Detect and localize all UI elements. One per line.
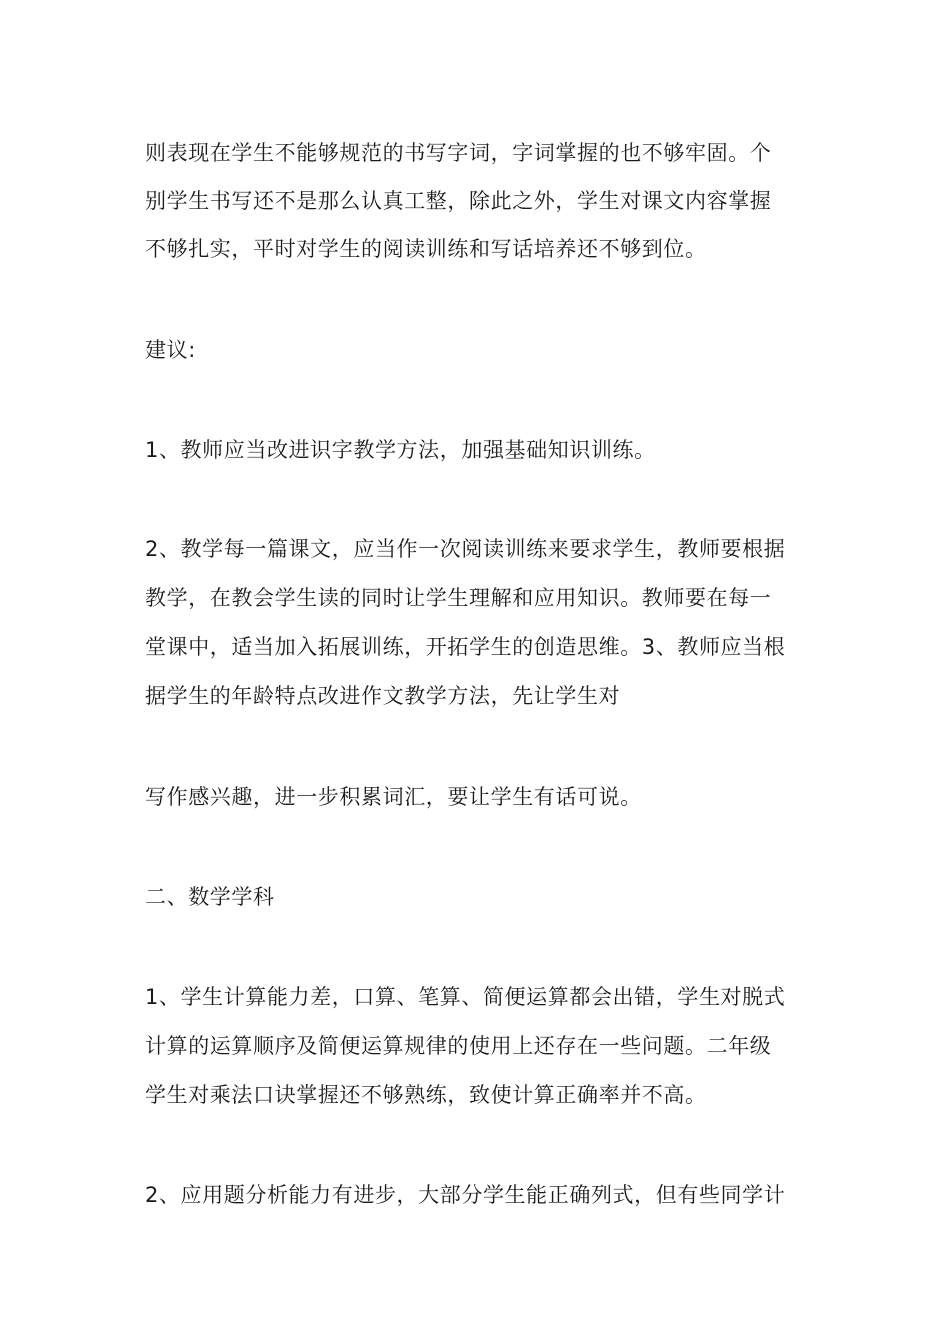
paragraph-line: 别学生书写还不是那么认真工整，除此之外，学生对课文内容掌握: [145, 189, 772, 213]
paragraph-line: 1、学生计算能力差，口算、笔算、简便运算都会出错，学生对脱式: [145, 985, 786, 1009]
paragraph-line: 写作感兴趣，进一步积累词汇，要让学生有话可说。: [145, 785, 642, 809]
paragraph-line: 1、教师应当改进识字教学方法，加强基础知识训练。: [145, 438, 656, 462]
paragraph-line: 不够扎实，平时对学生的阅读训练和写话培养还不够到位。: [145, 237, 707, 261]
paragraph-line: 则表现在学生不能够规范的书写字词，字词掌握的也不够牢固。个: [145, 141, 772, 165]
paragraph-line: 据学生的年龄特点改进作文教学方法，先让学生对: [145, 684, 621, 708]
paragraph-line: 2、应用题分析能力有进步，大部分学生能正确列式，但有些同学计: [145, 1183, 786, 1207]
paragraph-line: 计算的运算顺序及简便运算规律的使用上还存在一些问题。二年级: [145, 1034, 772, 1058]
section-label: 建议:: [145, 338, 196, 362]
section-heading: 二、数学学科: [145, 885, 275, 909]
paragraph-line: 堂课中，适当加入拓展训练，开拓学生的创造思维。3、教师应当根: [145, 635, 786, 659]
paragraph-line: 2、教学每一篇课文，应当作一次阅读训练来要求学生，教师要根据: [145, 537, 786, 561]
paragraph-line: 学生对乘法口诀掌握还不够熟练，致使计算正确率并不高。: [145, 1083, 707, 1107]
paragraph-line: 教学，在教会学生读的同时让学生理解和应用知识。教师要在每一: [145, 586, 772, 610]
